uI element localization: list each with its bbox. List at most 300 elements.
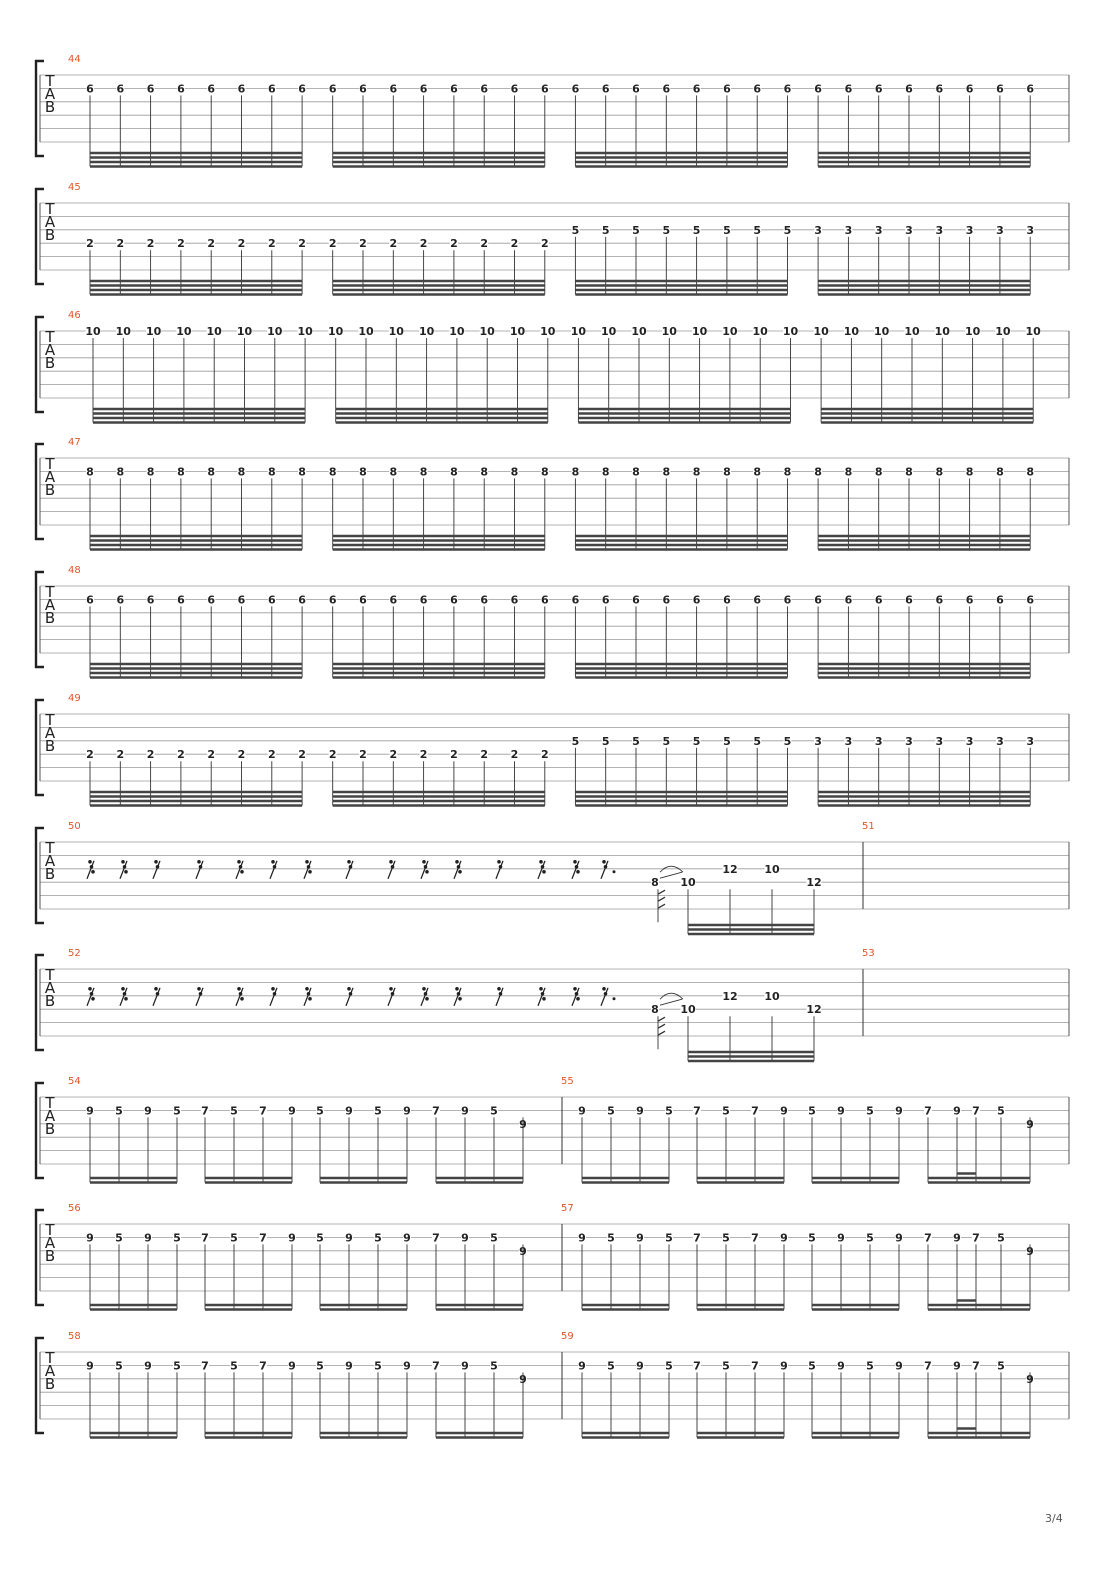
measure-number: 55 — [561, 1076, 574, 1087]
fret-number: 5 — [173, 1231, 181, 1245]
tab-system-47 — [36, 437, 1069, 550]
fret-number: 9 — [86, 1104, 94, 1118]
fret-number: 5 — [374, 1231, 382, 1245]
fret-number: 9 — [837, 1231, 845, 1245]
fret-number: 9 — [519, 1244, 527, 1258]
fret-number: 6 — [116, 82, 125, 96]
fret-number: 8 — [965, 465, 974, 479]
fret-number: 5 — [374, 1359, 382, 1373]
fret-number: 8 — [692, 465, 701, 479]
fret-number: 2 — [177, 237, 185, 251]
measure-number: 44 — [68, 54, 81, 65]
tab-clef-letter: A — [44, 724, 56, 742]
fret-number: 6 — [965, 82, 974, 96]
fret-number: 6 — [267, 593, 276, 607]
tab-clef-letter: B — [44, 1120, 56, 1138]
rest-flag-dot — [88, 860, 92, 864]
tab-clef-letter: T — [45, 583, 55, 601]
fret-number: 5 — [783, 223, 792, 237]
fret-number: 7 — [693, 1104, 701, 1118]
fret-number: 3 — [996, 223, 1004, 237]
rest-flag-dot — [542, 870, 546, 874]
fret-number: 5 — [607, 1359, 615, 1373]
rest-flag-dot — [347, 987, 351, 991]
fret-number: 9 — [837, 1359, 845, 1373]
rest-flag-dot — [455, 860, 459, 864]
fret-number: 8 — [237, 465, 246, 479]
fret-number: 9 — [895, 1231, 903, 1245]
rest-flag-dot — [197, 987, 201, 991]
fret-number: 7 — [201, 1104, 209, 1118]
fret-number: 8 — [651, 876, 659, 890]
tab-system-52 — [36, 948, 1069, 1061]
fret-number: 10 — [691, 325, 708, 338]
fret-number: 2 — [480, 748, 489, 762]
fret-number: 6 — [723, 593, 731, 607]
fret-number: 2 — [116, 237, 125, 251]
fret-number: 6 — [935, 82, 944, 96]
tab-clef-letter: T — [45, 328, 55, 346]
fret-number: 5 — [866, 1359, 874, 1373]
fret-number: 2 — [389, 748, 398, 762]
fret-number: 5 — [783, 734, 792, 748]
fret-number: 3 — [935, 734, 944, 748]
fret-number: 9 — [1026, 1117, 1034, 1131]
rest-flag-dot — [347, 860, 351, 864]
fret-number: 6 — [662, 593, 671, 607]
fret-number: 10 — [176, 325, 192, 338]
fret-number: 5 — [753, 734, 762, 748]
fret-number: 10 — [661, 325, 677, 338]
fret-number: 2 — [510, 748, 519, 762]
fret-number: 9 — [461, 1231, 469, 1245]
tab-system-58 — [36, 1331, 1069, 1438]
rest-flag-dot — [542, 997, 546, 1001]
fret-number: 9 — [578, 1231, 586, 1245]
fret-number: 6 — [965, 593, 974, 607]
fret-number: 9 — [953, 1359, 961, 1373]
fret-number: 3 — [874, 223, 883, 237]
fret-number: 5 — [662, 223, 671, 237]
fret-number: 5 — [632, 734, 640, 748]
fret-number: 10 — [631, 325, 647, 338]
fret-number: 5 — [115, 1359, 123, 1373]
fret-number: 9 — [461, 1104, 469, 1118]
rest-flag-dot — [389, 860, 393, 864]
fret-number: 10 — [1025, 325, 1041, 338]
fret-number: 6 — [692, 593, 701, 607]
fret-number: 9 — [461, 1359, 469, 1373]
fret-number: 9 — [519, 1372, 527, 1386]
fret-number: 6 — [177, 82, 185, 96]
fret-number: 5 — [490, 1104, 498, 1118]
fret-number: 2 — [480, 237, 489, 251]
fret-number: 2 — [389, 237, 398, 251]
tab-system-45 — [36, 182, 1069, 295]
fret-number: 5 — [571, 223, 580, 237]
fret-number: 2 — [237, 237, 246, 251]
tab-clef-letter: A — [44, 1234, 56, 1252]
fret-number: 8 — [753, 465, 762, 479]
fret-number: 5 — [115, 1231, 123, 1245]
fret-number: 10 — [115, 325, 131, 338]
tab-clef-letter: A — [44, 596, 56, 614]
fret-number: 9 — [403, 1104, 411, 1118]
fret-number: 7 — [432, 1231, 440, 1245]
fret-number: 10 — [782, 325, 799, 338]
measure-number: 52 — [68, 948, 81, 959]
fret-number: 2 — [86, 237, 94, 251]
tab-system-44 — [36, 54, 1069, 167]
tab-clef-letter: B — [44, 1247, 56, 1265]
rest-flag-dot — [425, 997, 429, 1001]
fret-number: 5 — [662, 734, 671, 748]
fret-number: 3 — [814, 223, 822, 237]
fret-number: 5 — [665, 1104, 673, 1118]
fret-number: 8 — [1026, 465, 1035, 479]
rest-flag-dot — [271, 987, 275, 991]
measure-number: 46 — [68, 310, 81, 321]
fret-number: 6 — [116, 593, 125, 607]
fret-number: 6 — [874, 593, 883, 607]
fret-number: 8 — [601, 465, 610, 479]
rest-flag-dot — [305, 860, 309, 864]
fret-number: 6 — [996, 593, 1004, 607]
fret-number: 3 — [965, 734, 974, 748]
fret-number: 2 — [450, 748, 458, 762]
fret-number: 10 — [752, 325, 768, 338]
fret-number: 10 — [680, 876, 696, 890]
fret-number: 5 — [866, 1104, 874, 1118]
tab-clef-letter: B — [44, 1375, 56, 1393]
rest-flag-dot — [573, 860, 577, 864]
tab-clef-letter: A — [44, 213, 56, 231]
fret-number: 6 — [237, 82, 246, 96]
rest-dot — [613, 997, 616, 1000]
fret-number: 10 — [206, 325, 222, 338]
fret-number: 8 — [651, 1003, 659, 1017]
tab-system-49 — [36, 693, 1069, 806]
fret-number: 8 — [632, 465, 640, 479]
fret-number: 7 — [972, 1104, 980, 1118]
fret-number: 9 — [780, 1359, 788, 1373]
tab-clef-letter: B — [44, 98, 56, 116]
fret-number: 8 — [844, 465, 853, 479]
tab-clef-letter: A — [44, 852, 56, 870]
fret-number: 5 — [753, 223, 762, 237]
fret-number: 6 — [601, 82, 610, 96]
fret-number: 10 — [764, 862, 780, 876]
fret-number: 6 — [874, 82, 883, 96]
fret-number: 5 — [723, 223, 731, 237]
rest-flag-dot — [455, 987, 459, 991]
fret-number: 6 — [419, 593, 428, 607]
fret-number: 2 — [419, 237, 428, 251]
tab-system-48 — [36, 565, 1069, 678]
tab-clef-letter: A — [44, 1107, 56, 1125]
fret-number: 10 — [85, 325, 101, 338]
fret-number: 7 — [432, 1359, 440, 1373]
fret-number: 6 — [814, 82, 822, 96]
rest-flag-dot — [154, 987, 158, 991]
fret-number: 2 — [267, 237, 276, 251]
fret-number: 6 — [692, 82, 701, 96]
fret-number: 2 — [207, 237, 216, 251]
fret-number: 8 — [996, 465, 1004, 479]
fret-number: 8 — [298, 465, 306, 479]
fret-number: 9 — [895, 1359, 903, 1373]
fret-number: 2 — [237, 748, 246, 762]
fret-number: 12 — [722, 862, 738, 876]
fret-number: 6 — [632, 82, 640, 96]
fret-number: 6 — [359, 593, 367, 607]
fret-number: 2 — [298, 748, 306, 762]
fret-number: 5 — [601, 734, 610, 748]
measure-number: 58 — [68, 1331, 81, 1342]
fret-number: 3 — [844, 734, 853, 748]
fret-number: 5 — [230, 1104, 238, 1118]
fret-number: 2 — [510, 237, 519, 251]
fret-number: 6 — [510, 593, 519, 607]
rest-flag-dot — [497, 860, 501, 864]
tab-clef-letter: B — [44, 226, 56, 244]
fret-number: 7 — [972, 1359, 980, 1373]
fret-number: 3 — [905, 223, 913, 237]
fret-number: 9 — [953, 1104, 961, 1118]
fret-number: 8 — [177, 465, 185, 479]
rest-flag-dot — [240, 997, 244, 1001]
fret-number: 2 — [359, 237, 367, 251]
fret-number: 9 — [86, 1231, 94, 1245]
fret-number: 5 — [316, 1359, 324, 1373]
fret-number: 5 — [692, 734, 701, 748]
fret-number: 8 — [419, 465, 428, 479]
fret-number: 6 — [450, 593, 458, 607]
fret-number: 5 — [490, 1359, 498, 1373]
rest-flag-dot — [539, 987, 543, 991]
fret-number: 9 — [403, 1359, 411, 1373]
fret-number: 10 — [874, 325, 890, 338]
fret-number: 8 — [540, 465, 549, 479]
fret-number: 3 — [935, 223, 944, 237]
measure-number: 56 — [68, 1203, 81, 1214]
measure-number: 53 — [862, 948, 875, 959]
fret-number: 5 — [722, 1104, 730, 1118]
tab-clef-letter: B — [44, 609, 56, 627]
fret-number: 8 — [328, 465, 337, 479]
fret-number: 8 — [783, 465, 792, 479]
fret-number: 10 — [358, 325, 374, 338]
slide-line — [660, 999, 682, 1005]
fret-number: 6 — [480, 593, 489, 607]
fret-number: 3 — [1026, 223, 1035, 237]
fret-number: 6 — [359, 82, 367, 96]
fret-number: 10 — [722, 325, 738, 338]
fret-number: 5 — [316, 1104, 324, 1118]
fret-number: 6 — [571, 593, 580, 607]
fret-number: 7 — [693, 1231, 701, 1245]
rest-flag-dot — [88, 987, 92, 991]
rest-flag-dot — [425, 870, 429, 874]
fret-number: 9 — [144, 1231, 152, 1245]
fret-number: 9 — [578, 1104, 586, 1118]
measure-number: 47 — [68, 437, 81, 448]
fret-number: 5 — [722, 1231, 730, 1245]
fret-number: 7 — [924, 1359, 932, 1373]
rest-flag-dot — [91, 997, 95, 1001]
fret-number: 6 — [86, 82, 94, 96]
fret-number: 6 — [480, 82, 489, 96]
fret-number: 5 — [607, 1104, 615, 1118]
fret-number: 7 — [751, 1104, 759, 1118]
rest-flag-dot — [154, 860, 158, 864]
tab-clef-letter: A — [44, 468, 56, 486]
fret-number: 10 — [145, 325, 162, 338]
fret-number: 9 — [953, 1231, 961, 1245]
fret-number: 2 — [267, 748, 276, 762]
rest-flag-dot — [602, 987, 606, 991]
fret-number: 9 — [288, 1104, 296, 1118]
fret-number: 5 — [722, 1359, 730, 1373]
tab-clef-letter: B — [44, 737, 56, 755]
fret-number: 7 — [201, 1359, 209, 1373]
fret-number: 7 — [972, 1231, 980, 1245]
tab-system-56 — [36, 1203, 1069, 1310]
fret-number: 9 — [895, 1104, 903, 1118]
tab-clef-letter: T — [45, 200, 55, 218]
tab-clef-letter: A — [44, 1362, 56, 1380]
tab-system-50 — [36, 821, 1069, 934]
fret-number: 10 — [813, 325, 829, 338]
fret-number: 9 — [345, 1231, 353, 1245]
fret-number: 8 — [874, 465, 883, 479]
fret-number: 10 — [449, 325, 465, 338]
fret-number: 6 — [207, 82, 216, 96]
fret-number: 6 — [146, 593, 155, 607]
fret-number: 10 — [418, 325, 435, 338]
fret-number: 9 — [345, 1104, 353, 1118]
fret-number: 2 — [177, 748, 185, 762]
fret-number: 8 — [450, 465, 458, 479]
fret-number: 8 — [723, 465, 731, 479]
fret-number: 3 — [905, 734, 913, 748]
fret-number: 8 — [359, 465, 367, 479]
fret-number: 12 — [722, 989, 738, 1003]
fret-number: 6 — [298, 593, 306, 607]
fret-number: 9 — [636, 1359, 644, 1373]
fret-number: 5 — [997, 1104, 1005, 1118]
tab-clef-letter: B — [44, 354, 56, 372]
fret-number: 5 — [808, 1231, 816, 1245]
fret-number: 6 — [267, 82, 276, 96]
fret-number: 7 — [201, 1231, 209, 1245]
fret-number: 6 — [905, 593, 913, 607]
fret-number: 6 — [935, 593, 944, 607]
fret-number: 6 — [814, 593, 822, 607]
fret-number: 2 — [86, 748, 94, 762]
fret-number: 8 — [662, 465, 671, 479]
fret-number: 10 — [236, 325, 253, 338]
fret-number: 8 — [146, 465, 155, 479]
rest-flag-dot — [121, 860, 125, 864]
rest-flag-dot — [271, 860, 275, 864]
rest-dot — [613, 870, 616, 873]
rest-flag-dot — [121, 987, 125, 991]
fret-number: 7 — [432, 1104, 440, 1118]
fret-number: 9 — [288, 1231, 296, 1245]
fret-number: 6 — [328, 593, 337, 607]
fret-number: 5 — [692, 223, 701, 237]
fret-number: 2 — [359, 748, 367, 762]
rest-flag-dot — [573, 987, 577, 991]
fret-number: 8 — [510, 465, 519, 479]
rest-flag-dot — [576, 870, 580, 874]
fret-number: 6 — [601, 593, 610, 607]
fret-number: 6 — [1026, 593, 1035, 607]
fret-number: 3 — [814, 734, 822, 748]
fret-number: 2 — [450, 237, 458, 251]
measure-number: 54 — [68, 1076, 81, 1087]
fret-number: 5 — [808, 1359, 816, 1373]
fret-number: 5 — [665, 1359, 673, 1373]
fret-number: 10 — [680, 1003, 696, 1017]
fret-number: 6 — [844, 593, 853, 607]
fret-number: 6 — [237, 593, 246, 607]
fret-number: 9 — [86, 1359, 94, 1373]
fret-number: 8 — [389, 465, 398, 479]
fret-number: 5 — [997, 1359, 1005, 1373]
fret-number: 5 — [866, 1231, 874, 1245]
fret-number: 6 — [571, 82, 580, 96]
fret-number: 2 — [328, 237, 337, 251]
rest-flag-dot — [237, 860, 241, 864]
tab-clef-letter: T — [45, 1094, 55, 1112]
rest-flag-dot — [458, 997, 462, 1001]
fret-number: 8 — [814, 465, 822, 479]
fret-number: 5 — [571, 734, 580, 748]
fret-number: 10 — [267, 325, 283, 338]
measure-number: 57 — [561, 1203, 574, 1214]
fret-number: 7 — [693, 1359, 701, 1373]
rest-flag-dot — [197, 860, 201, 864]
tab-clef-letter: B — [44, 865, 56, 883]
fret-number: 5 — [601, 223, 610, 237]
slur-arc — [660, 993, 683, 999]
rest-flag-dot — [602, 860, 606, 864]
fret-number: 6 — [540, 593, 549, 607]
tab-clef-letter: T — [45, 711, 55, 729]
tab-clef-letter: T — [45, 455, 55, 473]
rest-flag-dot — [422, 860, 426, 864]
grace-flag — [658, 1024, 665, 1028]
fret-number: 5 — [374, 1104, 382, 1118]
fret-number: 6 — [389, 593, 398, 607]
grace-flag — [658, 897, 665, 901]
fret-number: 6 — [389, 82, 398, 96]
fret-number: 2 — [419, 748, 428, 762]
fret-number: 9 — [288, 1359, 296, 1373]
fret-number: 3 — [965, 223, 974, 237]
rest-flag-dot — [497, 987, 501, 991]
fret-number: 6 — [632, 593, 640, 607]
fret-number: 12 — [806, 876, 822, 890]
fret-number: 7 — [924, 1231, 932, 1245]
fret-number: 8 — [116, 465, 125, 479]
rest-flag-dot — [91, 870, 95, 874]
fret-number: 5 — [607, 1231, 615, 1245]
fret-number: 5 — [632, 223, 640, 237]
fret-number: 6 — [783, 82, 792, 96]
